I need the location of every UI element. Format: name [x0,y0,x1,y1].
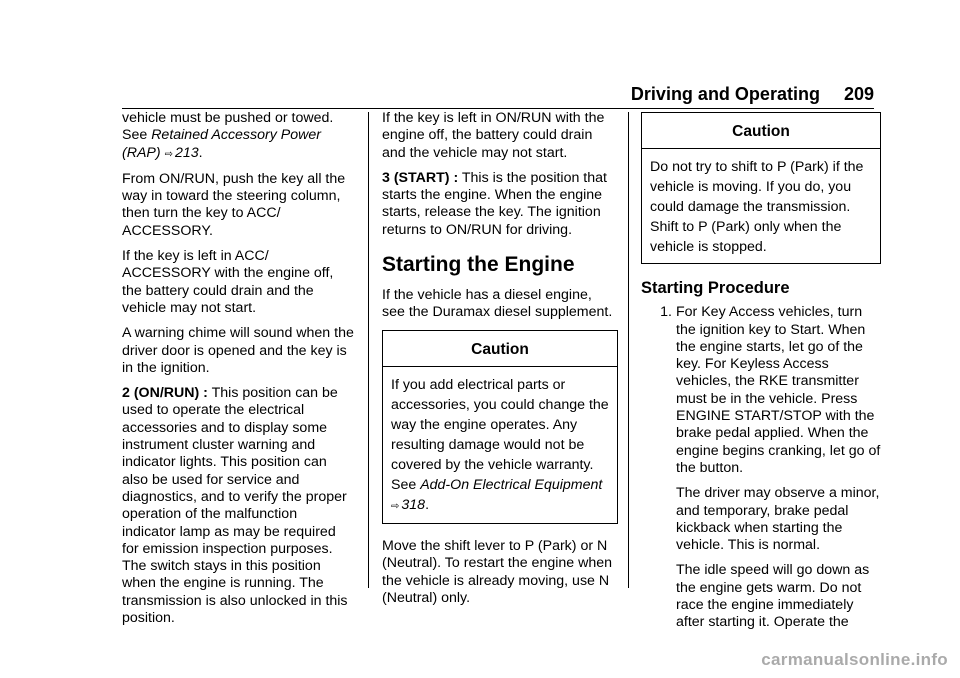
subsection-heading: Starting Procedure [641,279,790,298]
cross-reference-link[interactable]: Add-On Electrical Equipment [420,476,603,493]
column-3 [641,110,881,640]
step-note: The driver may observe a minor, and temporary, brake pedal kickback when starting the vehicle. This is normal. [676,485,880,554]
caution-body: If you add electrical parts or accessories, you could change the way the engine operates. Any resulting damage would not be covered by the vehicle warranty. See Add-On Electrical Equipment ⇨ 318. [391,376,609,513]
step-number: 1. [660,304,672,321]
paragraph: If the key is left in ACC/ ACCESSORY with the engine off, the battery could drain and the vehicle may not start. [122,248,334,316]
paragraph: 2 (ON/RUN) : This position can be used to operate the electrical accessories and to display some instrument cluster warning and indicator lights. This position can also be used for service and diagnostics, and to verify the proper operation of the malfunction indicator lamp as may be required for emission inspection purposes. The switch stays in this position when the engine is running. The transmission is also unlocked in this position. [122,385,348,627]
section-heading: Starting the Engine [382,253,575,277]
paragraph: If the vehicle has a diesel engine, see the Duramax diesel supplement. [382,287,613,321]
column-1 [122,110,354,635]
caution-box [382,330,618,524]
caution-title: Caution [642,113,880,149]
paragraph: vehicle must be pushed or towed. See Retained Accessory Power (RAP) ⇨ 213. [122,110,334,161]
column-divider-2 [628,112,629,588]
caution-body: Do not try to shift to P (Park) if the vehicle is moving. If you do, you could damage the transmission. Shift to P (Park) only when the vehicle is stopped. [650,159,864,256]
list-item [641,304,881,477]
column-2 [382,110,618,615]
key-position-term: 3 (START) : [382,169,459,186]
header-rule [122,108,874,109]
page-ref-icon: ⇨ [164,148,173,160]
step-note: The idle speed will go down as the engine gets warm. Do not race the engine immediately after starting it. Operate the [676,562,870,631]
watermark: carmanualsonline.info [761,650,948,669]
cross-reference-link[interactable]: Retained Accessory Power (RAP) [122,127,321,161]
paragraph: 3 (START) : This is the position that starts the engine. When the engine starts, release the key. The ignition returns to ON/RUN for driving. [382,169,607,238]
step-text: For Key Access vehicles, turn the ignition key to Start. When the engine starts, let go of the key. For Keyless Access vehicles, the RKE transmitter must be in the vehicle. Press ENGINE START/STOP with the brake pedal applied. When the engine begins cranking, let go of the button. [676,304,881,476]
caution-box [641,112,881,264]
caution-title: Caution [383,331,617,367]
paragraph: Move the shift lever to P (Park) or N (Neutral). To restart the engine when the vehicle is already moving, use N (Neutral) only. [382,537,613,606]
paragraph: A warning chime will sound when the driver door is opened and the key is in the ignition. [122,325,354,376]
key-position-term: 2 (ON/RUN) : [122,385,208,402]
page-ref-icon: ⇨ [391,500,400,512]
paragraph: If the key is left in ON/RUN with the engine off, the battery could drain and the vehicle may not start. [382,110,605,161]
page-reference[interactable]: 213 [174,144,199,161]
page-reference[interactable]: 318 [401,496,426,513]
section-title: Driving and Operating [630,84,820,104]
page-number: 209 [843,84,874,104]
paragraph: From ON/RUN, push the key all the way in toward the steering column, then turn the key to ACC/ ACCESSORY. [122,170,346,239]
column-divider-1 [368,112,369,588]
running-header [631,84,874,105]
